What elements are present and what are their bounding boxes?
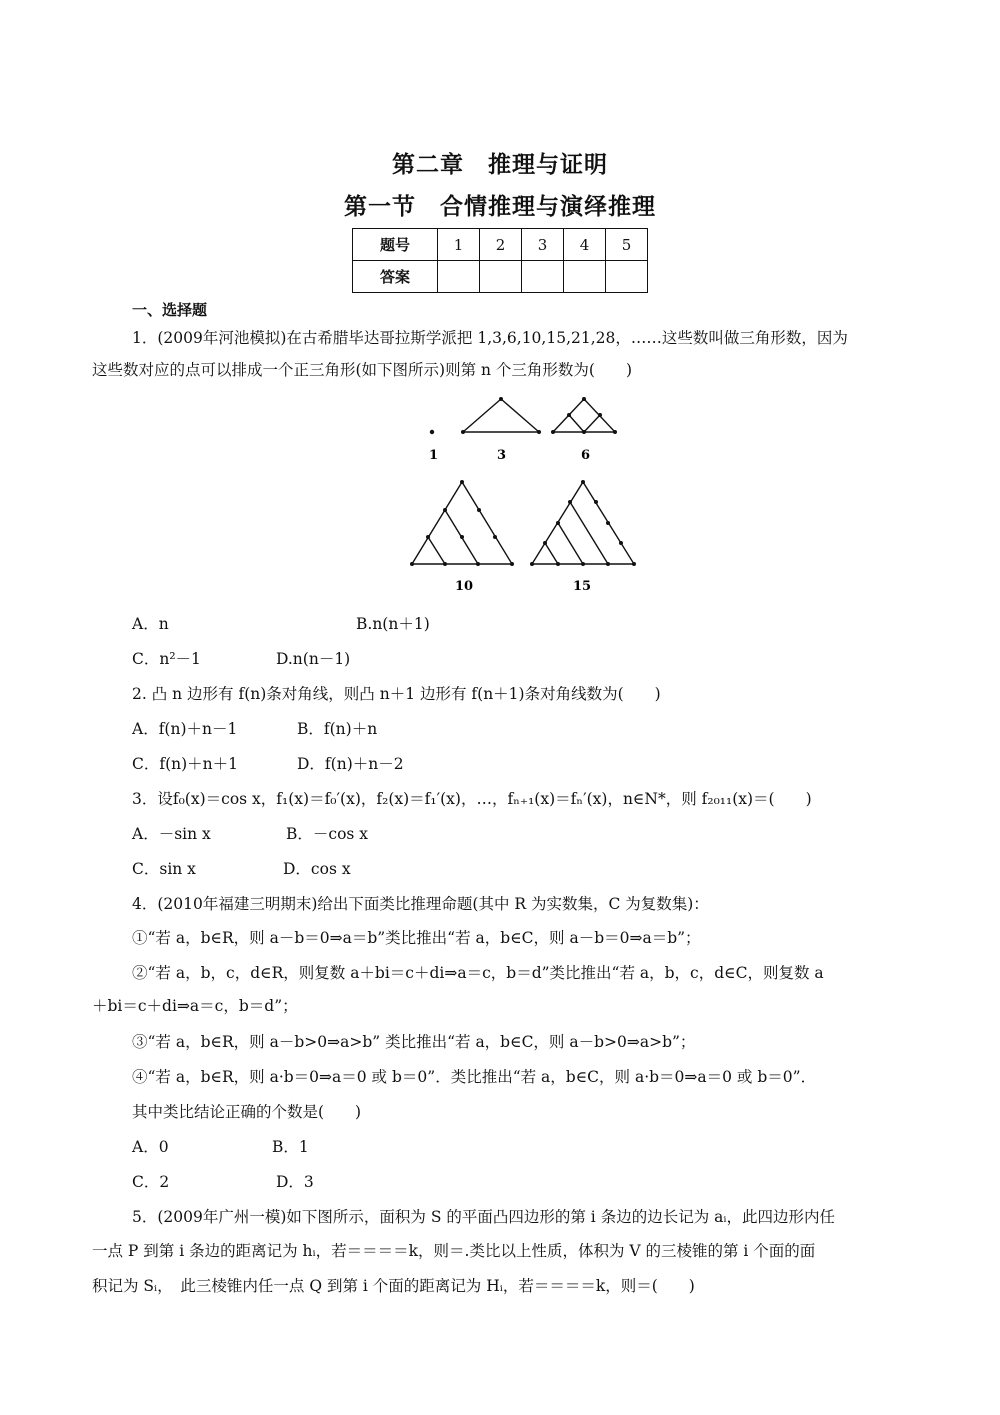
table-number-cell: 2: [480, 229, 522, 261]
q2-stem: 2. 凸 n 边形有 f(n)条对角线，则凸 n＋1 边形有 f(n＋1)条对角线数为( ): [132, 685, 661, 703]
figure-label-6: 6: [581, 448, 591, 463]
q3-option-a: A．－sin x: [132, 825, 211, 843]
triangle-6: [553, 399, 615, 432]
q5-stem-line2: 一点 P 到第 i 条边的距离记为 hᵢ，若＝＝＝＝k，则＝.类比以上性质，体积为 V 的三棱锥的第 i 个面的面: [92, 1242, 816, 1260]
q5-stem-line1: 5．(2009年广州一模)如下图所示，面积为 S 的平面凸四边形的第 i 条边的边长记为 aᵢ，此四边形内任: [132, 1208, 835, 1226]
table-number-cell: 5: [606, 229, 648, 261]
figure-label-15: 15: [573, 579, 592, 594]
q1-stem-line1: 1．(2009年河池模拟)在古希腊毕达哥拉斯学派把 1,3,6,10,15,21,28，……这些数叫做三角形数，因为: [132, 329, 848, 347]
table-label-number: 题号: [353, 229, 438, 261]
q1-option-c: C．n²－1: [132, 650, 201, 668]
q5-stem-line3: 积记为 Sᵢ， 此三棱锥内任一点 Q 到第 i 个面的距离记为 Hᵢ，若＝＝＝＝k，则＝( ): [92, 1277, 695, 1295]
q1-stem-line2: 这些数对应的点可以排成一个正三角形(如下图所示)则第 n 个三角形数为( ): [92, 361, 633, 379]
figure-label-10: 10: [455, 579, 474, 594]
section-title: 第一节 合情推理与演绎推理: [344, 194, 656, 220]
table-answer-cell: [564, 261, 606, 293]
table-answer-cell: [438, 261, 480, 293]
q2-option-a: A．f(n)＋n－1: [132, 720, 238, 738]
q4-item-4: ④“若 a，b∈R，则 a·b＝0⇒a＝0 或 b＝0”．类比推出“若 a，b∈C，则 a·b＝0⇒a＝0 或 b＝0”．: [132, 1068, 817, 1086]
table-answer-cell: [606, 261, 648, 293]
q3-stem: 3．设f₀(x)＝cos x，f₁(x)＝f₀′(x)，f₂(x)＝f₁′(x)，…，fₙ₊₁(x)＝fₙ′(x)，n∈N*，则 f₂₀₁₁(x)＝( ): [132, 790, 812, 808]
q4-item-2-line1: ②“若 a，b，c，d∈R，则复数 a＋bi＝c＋di⇒a＝c，b＝d”类比推出“若 a，b，c，d∈C，则复数 a: [132, 964, 824, 982]
table-answer-cell: [480, 261, 522, 293]
answer-table: [352, 228, 648, 293]
figure-label-1: 1: [429, 448, 439, 463]
q4-question: 其中类比结论正确的个数是( ): [132, 1103, 362, 1121]
q3-option-d: D．cos x: [283, 860, 351, 878]
table-number-cell: 3: [522, 229, 564, 261]
q4-option-d: D．3: [276, 1173, 314, 1191]
q1-option-b: B.n(n＋1): [356, 615, 430, 633]
q2-option-b: B．f(n)＋n: [297, 720, 378, 738]
q4-item-3: ③“若 a，b∈R，则 a－b>0⇒a>b” 类比推出“若 a，b∈C，则 a－b>0⇒a>b”；: [132, 1033, 696, 1051]
q3-option-b: B．－cos x: [286, 825, 369, 843]
table-number-cell: 4: [564, 229, 606, 261]
section-heading: 一、选择题: [132, 301, 208, 319]
triangle-3: [463, 399, 539, 432]
q4-item-1: ①“若 a，b∈R，则 a－b＝0⇒a＝b”类比推出“若 a，b∈C，则 a－b＝0⇒a＝b”；: [132, 929, 701, 947]
triangle-10: [412, 482, 512, 564]
table-answer-cell: [522, 261, 564, 293]
triangular-dots-svg: [395, 390, 655, 600]
q4-item-2-line2: ＋bi＝c＋di⇒a＝c，b＝d”；: [92, 997, 298, 1015]
q4-option-b: B．1: [272, 1138, 309, 1156]
q2-option-d: D．f(n)＋n－2: [297, 755, 404, 773]
answer-table-answer-row: [353, 261, 648, 293]
chapter-title: 第二章 推理与证明: [392, 152, 608, 178]
q1-option-d: D.n(n－1): [276, 650, 351, 668]
triangular-numbers-figure: [395, 390, 655, 600]
q4-stem: 4．(2010年福建三明期末)给出下面类比推理命题(其中 R 为实数集，C 为复数集)：: [132, 895, 709, 913]
q4-option-a: A．0: [132, 1138, 169, 1156]
q4-option-c: C．2: [132, 1173, 170, 1191]
table-number-cell: 1: [438, 229, 480, 261]
q3-option-c: C．sin x: [132, 860, 196, 878]
q2-option-c: C．f(n)＋n＋1: [132, 755, 239, 773]
q1-option-a: A．n: [132, 615, 169, 633]
answer-table-header-row: [353, 229, 648, 261]
figure-label-3: 3: [497, 448, 507, 463]
table-label-answer: 答案: [353, 261, 438, 293]
